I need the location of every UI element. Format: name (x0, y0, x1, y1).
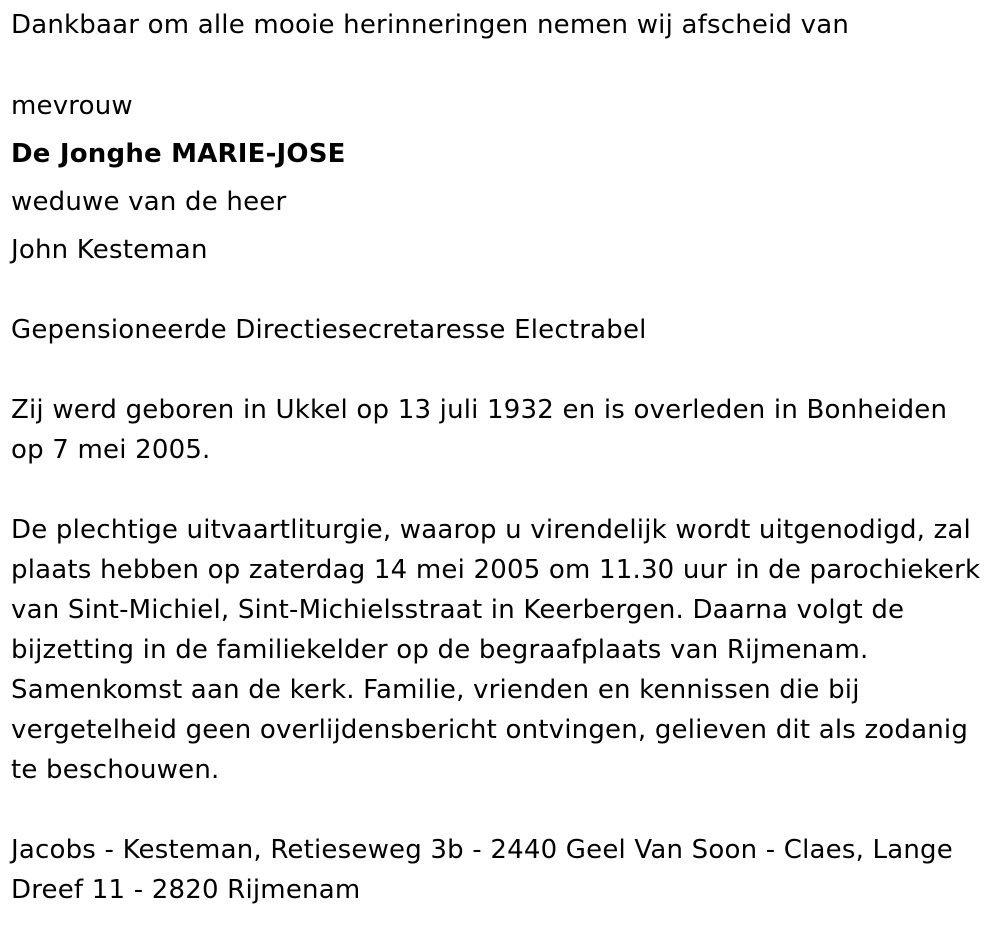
intro-text: Dankbaar om alle mooie herinneringen nemen wij afscheid van (11, 10, 850, 40)
family-addresses: Jacobs - Kesteman, Retieseweg 3b - 2440 Geel Van Soon - Claes, Lange Dreef 11 - 2820 Rijmenam (11, 835, 953, 905)
profession-text: Gepensioneerde Directiesecretaresse Electrabel (11, 315, 647, 345)
salutation: mevrouw (11, 91, 133, 121)
spouse-name: John Kesteman (11, 235, 208, 265)
birth-death-paragraph: Zij werd geboren in Ukkel op 13 juli 1932 en is overleden in Bonheiden op 7 mei 2005. (11, 395, 948, 465)
relation-text: weduwe van de heer (11, 187, 287, 217)
deceased-name: De Jonghe MARIE-JOSE (11, 139, 346, 169)
ceremony-paragraph: De plechtige uitvaartliturgie, waarop u virendelijk wordt uitgenodigd, zal plaats hebben op zaterdag 14 mei 2005 om 11.30 uur in de parochiekerk van Sint-Michiel, Sint-Michielsstraat in Keerbergen. Daarna volgt de bijzetting in de familiekelder op de begraafplaats van Rijmenam. Samenkomst aan de kerk. Familie, vrienden en kennissen die bij vergetelheid geen overlijdensbericht ontvingen, gelieven dit als zodanig te beschouwen. (11, 515, 981, 785)
